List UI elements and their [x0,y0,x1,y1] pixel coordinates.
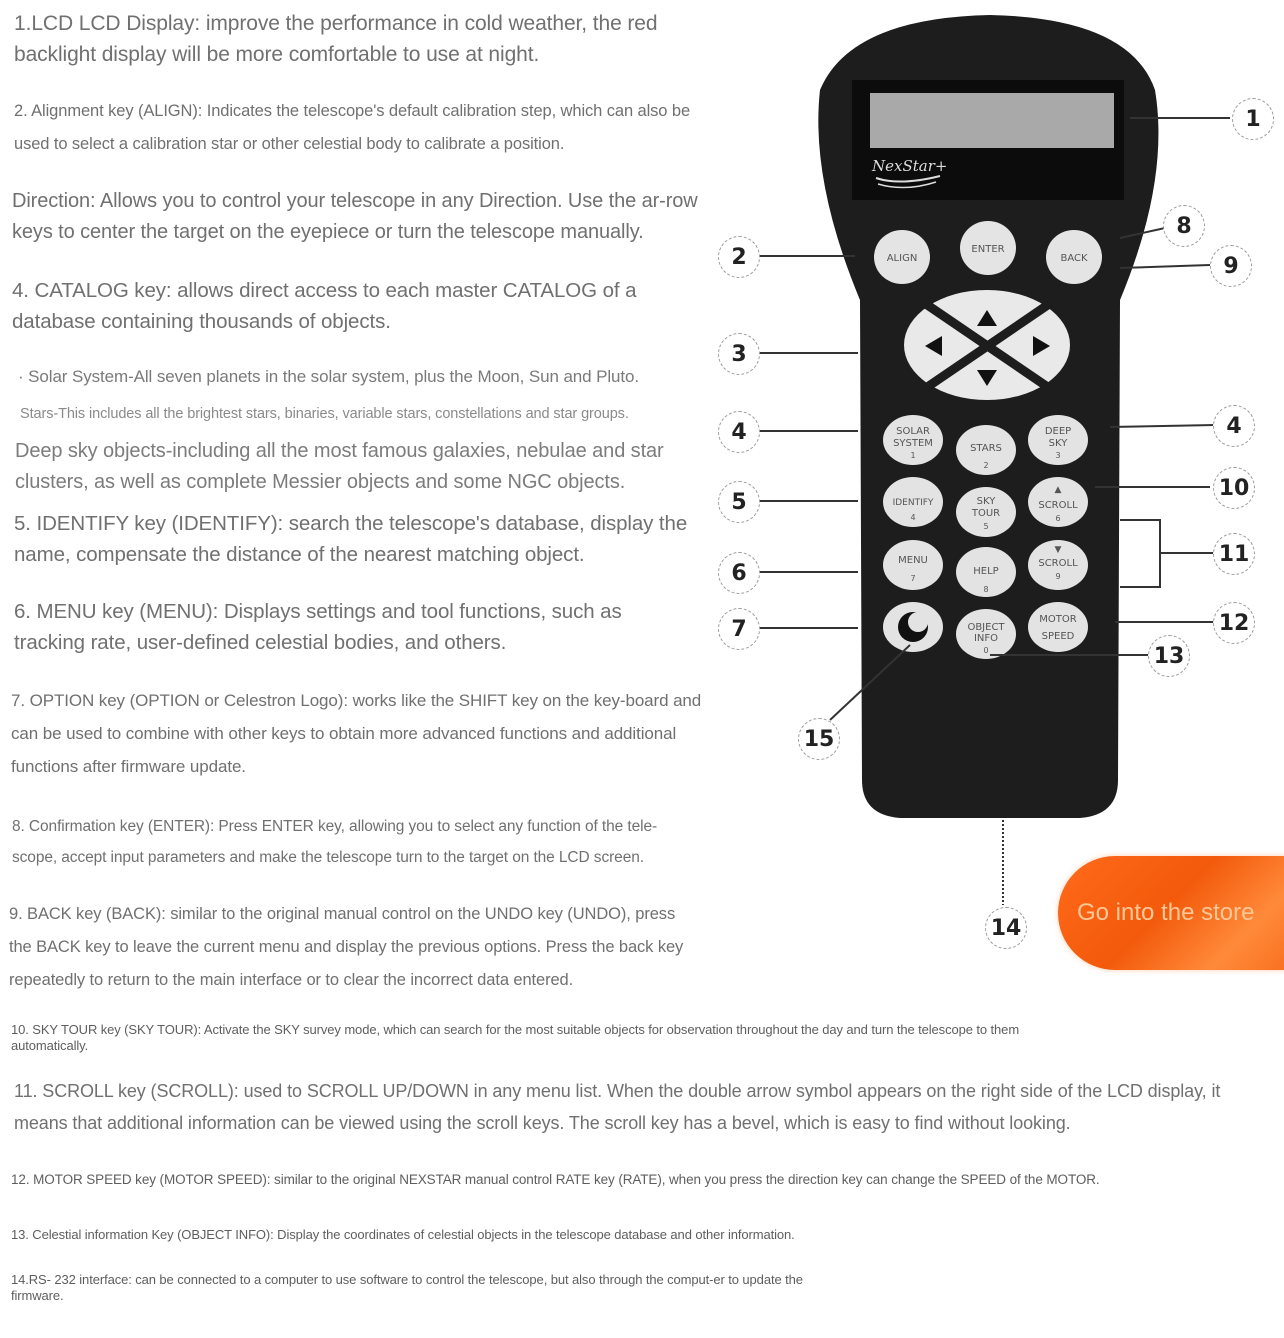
desc-lcd-display: 1.LCD LCD Display: improve the performance in cold weather, the red backlight display will be more comfortable to use at night. [14,12,658,66]
svg-text:STARS: STARS [970,443,1002,454]
desc-catalog-key: 4. CATALOG key: allows direct access to each master CATALOG of a database containing thousands of objects. [12,279,637,333]
svg-text:SCROLL: SCROLL [1038,500,1078,511]
callout-9: 9 [1210,245,1252,287]
svg-text:SKY: SKY [976,496,996,507]
svg-text:4: 4 [910,513,916,522]
desc-object-info-key: 13. Celestial information Key (OBJECT INFO): Display the coordinates of celestial objects in the telescope database and other information. [11,1227,795,1242]
callout-7: 7 [718,608,760,650]
desc-identify-key: 5. IDENTIFY key (IDENTIFY): search the telescope's database, display the name, compensate the distance of the nearest matching object. [14,512,688,566]
svg-text:SOLAR: SOLAR [896,426,930,437]
svg-text:MENU: MENU [898,555,928,566]
desc-enter-key: 8. Confirmation key (ENTER): Press ENTER key, allowing you to select any function of the tele-scope, accept input parameters and make the telescope turn to the target on the LCD screen. [12,818,658,866]
svg-text:▲: ▲ [1054,485,1062,495]
svg-text:HELP: HELP [973,566,999,577]
desc-catalog-stars: Stars-This includes all the brightest stars, binaries, variable stars, constellations and star groups. [20,406,629,422]
desc-sky-tour-key: 10. SKY TOUR key (SKY TOUR): Activate the SKY survey mode, which can search for the most suitable objects for observation throughout the day and turn the telescope to them automatically. [11,1022,1020,1053]
callout-2: 2 [718,236,760,278]
svg-text:TOUR: TOUR [971,508,1001,519]
callout-5: 5 [718,481,760,523]
svg-text:SCROLL: SCROLL [1038,558,1078,569]
desc-rs232-interface: 14.RS- 232 interface: can be connected to a computer to use software to control the telescope, but also through the comput-er to update the firmware. [11,1272,803,1303]
callout-3: 3 [718,333,760,375]
callout-11: 11 [1213,533,1255,575]
svg-text:1: 1 [910,451,916,460]
svg-text:5: 5 [983,522,989,531]
callout-15: 15 [798,718,840,760]
svg-text:INFO: INFO [973,633,999,644]
svg-text:SYSTEM: SYSTEM [893,438,933,449]
svg-text:8: 8 [983,585,989,594]
svg-text:DEEP: DEEP [1044,426,1072,437]
go-into-store-button[interactable] [1058,856,1284,970]
svg-text:SKY: SKY [1048,438,1068,449]
svg-text:ALIGN: ALIGN [886,253,918,264]
callout-10: 10 [1213,467,1255,509]
callout-12: 12 [1213,602,1255,644]
hand-controller-illustration [700,0,1284,960]
desc-motor-speed-key: 12. MOTOR SPEED key (MOTOR SPEED): similar to the original NEXSTAR manual control RATE key (RATE), when you press the direction key can change the SPEED of the MOTOR. [11,1172,1100,1187]
callout-4-left: 4 [718,411,760,453]
svg-text:MOTOR: MOTOR [1039,614,1077,625]
svg-text:OBJECT: OBJECT [967,622,1005,633]
svg-text:6: 6 [1055,514,1061,523]
callout-1: 1 [1232,98,1274,140]
callout-13: 13 [1148,635,1190,677]
desc-option-key: 7. OPTION key (OPTION or Celestron Logo): works like the SHIFT key on the key-board and can be used to combine with other keys to obtain more advanced functions and additional functions after firmware update. [11,691,702,776]
svg-text:0: 0 [983,646,989,655]
desc-scroll-key: 11. SCROLL key (SCROLL): used to SCROLL UP/DOWN in any menu list. When the double arrow symbol appears on the right side of the LCD display, it means that additional information can be viewed using the scroll keys. The scroll key has a bevel, which is easy to find without looking. [14,1081,1221,1133]
svg-text:9: 9 [1055,572,1061,581]
svg-text:SPEED: SPEED [1041,631,1075,642]
svg-text:2: 2 [983,461,989,470]
callout-6: 6 [718,552,760,594]
desc-direction-keys: Direction: Allows you to control your telescope in any Direction. Use the ar-row keys to center the target on the eyepiece or turn the telescope manually. [12,190,698,243]
handset-body-icon [700,0,1284,960]
svg-text:IDENTIFY: IDENTIFY [892,498,934,508]
svg-text:7: 7 [910,574,916,583]
svg-text:BACK: BACK [1060,253,1088,264]
desc-menu-key: 6. MENU key (MENU): Displays settings and tool functions, such as tracking rate, user-defined celestial bodies, and others. [14,600,622,654]
svg-text:▼: ▼ [1054,545,1062,555]
store-button-label: Go into the store [1077,899,1255,926]
svg-text:NexStar+: NexStar+ [872,157,948,175]
desc-align-key: 2. Alignment key (ALIGN): Indicates the telescope's default calibration step, which can also be used to select a calibration star or other celestial body to calibrate a position. [14,102,691,153]
svg-text:3: 3 [1055,451,1061,460]
callout-14: 14 [985,907,1027,949]
callout-4-right: 4 [1213,405,1255,447]
desc-back-key: 9. BACK key (BACK): similar to the original manual control on the UNDO key (UNDO), press the BACK key to leave the current menu and display the previous options. Press the back key repeatedly to return to the main interface or to clear the incorrect data entered. [9,905,684,989]
callout-8: 8 [1163,205,1205,247]
desc-catalog-deep-sky: Deep sky objects-including all the most famous galaxies, nebulae and star clusters, as well as complete Messier objects and some NGC objects. [15,440,664,493]
svg-text:ENTER: ENTER [971,244,1005,255]
desc-catalog-solar: · Solar System-All seven planets in the solar system, plus the Moon, Sun and Pluto. [18,367,640,386]
